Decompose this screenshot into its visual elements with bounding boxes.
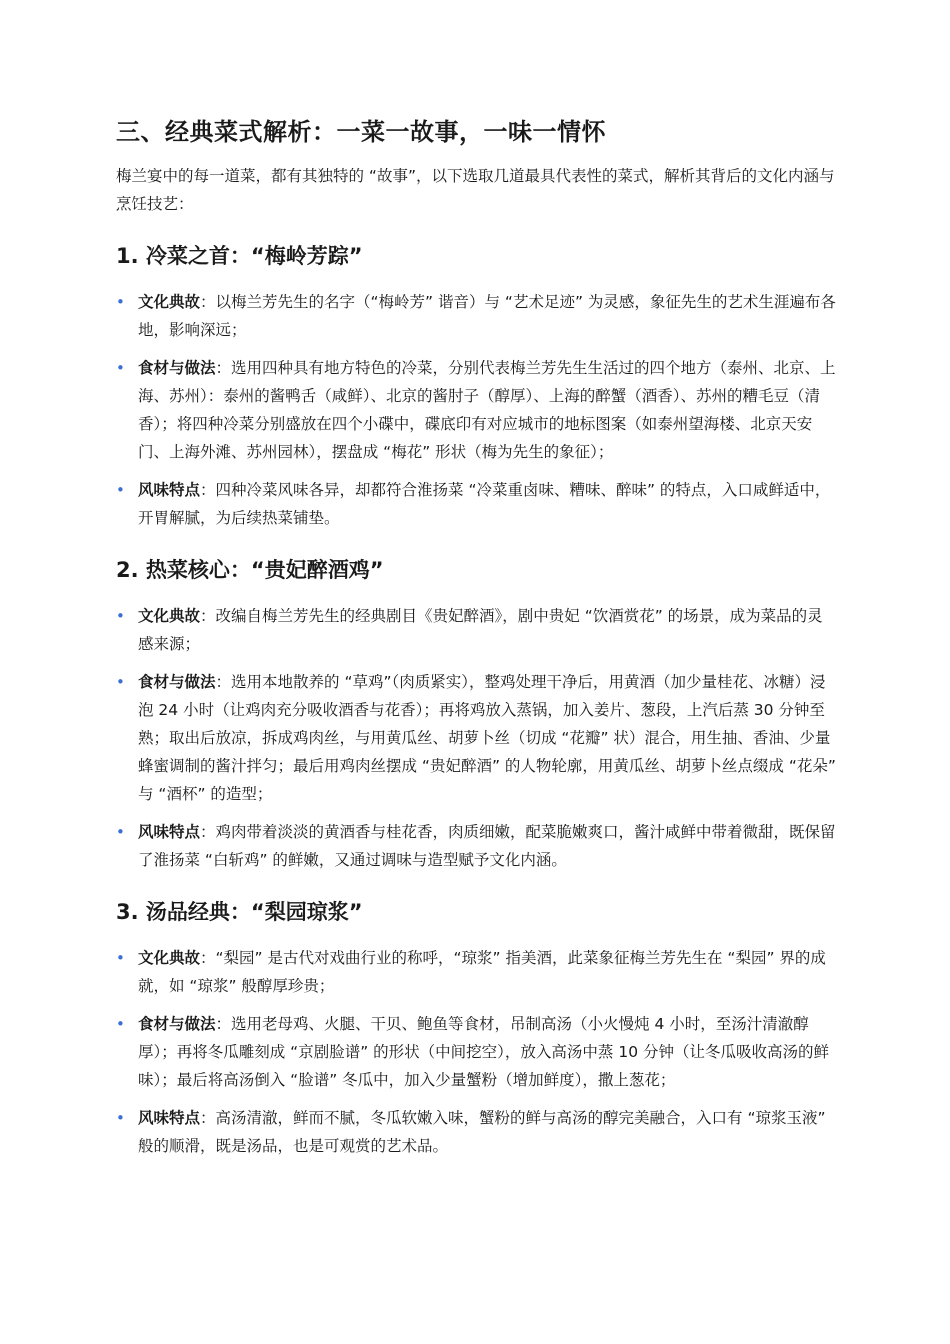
item-term: 风味特点 — [138, 823, 201, 841]
dish-title-2: 2. 热菜核心：“贵妃醉酒鸡” — [116, 558, 384, 582]
item-text: ：鸡肉带着淡淡的黄酒香与桂花香，肉质细嫩，配菜脆嫩爽口，酱汁咸鲜中带着微甜，既保留了淮扬菜 “白斩鸡” 的鲜嫩，又通过调味与造型赋予文化内涵。 — [138, 823, 836, 869]
list-item — [116, 818, 836, 874]
bullet-icon: • — [116, 823, 125, 841]
dish-list-1 — [116, 288, 836, 532]
bullet-icon: • — [116, 1109, 125, 1127]
dish-title-1: 1. 冷菜之首：“梅岭芳踪” — [116, 244, 363, 268]
item-text: ：选用本地散养的 “草鸡”（肉质紧实），整鸡处理干净后，用黄酒（加少量桂花、冰糖）浸泡 24 小时（让鸡肉充分吸收酒香与花香）；再将鸡放入蒸锅，加入姜片、葱段，上汽后蒸 30 分钟至熟；取出后放凉，拆成鸡肉丝，与用黄瓜丝、胡萝卜丝（切成 “花瓣” 状）混合，用生抽、香油、少量蜂蜜调制的酱汁拌匀；最后用鸡肉丝摆成 “贵妃醉酒” 的人物轮廓，用黄瓜丝、胡萝卜丝点缀成 “花朵” 与 “酒杯” 的造型； — [138, 673, 836, 803]
item-text: ：选用四种具有地方特色的冷菜，分别代表梅兰芳先生生活过的四个地方（泰州、北京、上海、苏州）：泰州的酱鸭舌（咸鲜）、北京的酱肘子（醇厚）、上海的醉蟹（酒香）、苏州的糟毛豆（清香）；将四种冷菜分别盛放在四个小碟中，碟底印有对应城市的地标图案（如泰州望海楼、北京天安门、上海外滩、苏州园林），摆盘成 “梅花” 形状（梅为先生的象征）； — [138, 359, 836, 461]
item-term: 文化典故 — [138, 293, 201, 311]
item-term: 风味特点 — [138, 1109, 201, 1127]
bullet-icon: • — [116, 673, 125, 691]
bullet-icon: • — [116, 359, 125, 377]
list-item — [116, 1104, 836, 1160]
section-intro: 梅兰宴中的每一道菜，都有其独特的 “故事”，以下选取几道最具代表性的菜式，解析其背后的文化内涵与烹饪技艺： — [116, 167, 835, 213]
list-item — [116, 602, 836, 658]
dish-title-3: 3. 汤品经典：“梨园琼浆” — [116, 900, 363, 924]
item-term: 风味特点 — [138, 481, 201, 499]
list-item — [116, 944, 836, 1000]
item-term: 文化典故 — [138, 949, 201, 967]
item-text: ：高汤清澈，鲜而不腻，冬瓜软嫩入味，蟹粉的鲜与高汤的醇完美融合，入口有 “琼浆玉液” 般的顺滑，既是汤品，也是可观赏的艺术品。 — [138, 1109, 826, 1155]
list-item — [116, 288, 836, 344]
section-title: 三、经典菜式解析：一菜一故事，一味一情怀 — [116, 118, 606, 146]
item-text: ：改编自梅兰芳先生的经典剧目《贵妃醉酒》，剧中贵妃 “饮酒赏花” 的场景，成为菜品的灵感来源； — [138, 607, 823, 653]
item-text: ：“梨园” 是古代对戏曲行业的称呼，“琼浆” 指美酒，此菜象征梅兰芳先生在 “梨园” 界的成就，如 “琼浆” 般醇厚珍贵； — [138, 949, 826, 995]
list-item — [116, 1010, 836, 1094]
item-term: 食材与做法 — [138, 673, 216, 691]
bullet-icon: • — [116, 949, 125, 967]
dish-list-3 — [116, 944, 836, 1160]
item-term: 文化典故 — [138, 607, 201, 625]
item-text: ：四种冷菜风味各异，却都符合淮扬菜 “冷菜重卤味、糟味、醉味” 的特点，入口咸鲜适中，开胃解腻，为后续热菜铺垫。 — [138, 481, 831, 527]
bullet-icon: • — [116, 481, 125, 499]
list-item — [116, 476, 836, 532]
bullet-icon: • — [116, 607, 125, 625]
bullet-icon: • — [116, 293, 125, 311]
list-item — [116, 668, 836, 808]
item-term: 食材与做法 — [138, 359, 216, 377]
item-text: ：选用老母鸡、火腿、干贝、鲍鱼等食材，吊制高汤（小火慢炖 4 小时，至汤汁清澈醇厚）；再将冬瓜雕刻成 “京剧脸谱” 的形状（中间挖空），放入高汤中蒸 10 分钟（让冬瓜吸收高汤的鲜味）；最后将高汤倒入 “脸谱” 冬瓜中，加入少量蟹粉（增加鲜度），撒上葱花； — [138, 1015, 829, 1089]
item-term: 食材与做法 — [138, 1015, 216, 1033]
bullet-icon: • — [116, 1015, 125, 1033]
list-item — [116, 354, 836, 466]
item-text: ：以梅兰芳先生的名字（“梅岭芳” 谐音）与 “艺术足迹” 为灵感，象征先生的艺术生涯遍布各地，影响深远； — [138, 293, 836, 339]
dish-list-2 — [116, 602, 836, 874]
